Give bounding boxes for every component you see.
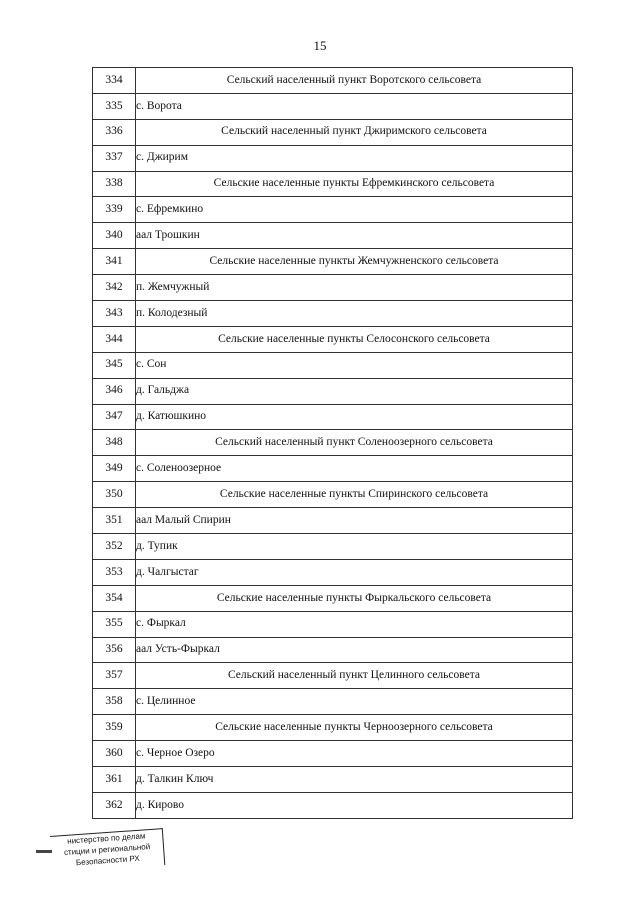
table-body: [93, 68, 573, 819]
sovet-heading: Сельские населенные пункты Фыркальского сельсовета: [136, 585, 573, 611]
sovet-heading: Сельский населенный пункт Воротского сельсовета: [136, 68, 573, 94]
table-header-row: [93, 663, 573, 689]
row-number: 346: [93, 378, 136, 404]
row-number: 336: [93, 119, 136, 145]
table-row: [93, 559, 573, 585]
table-row: [93, 637, 573, 663]
stamp-line: Безопасности РХ: [75, 853, 141, 868]
settlement-name: аал Усть-Фыркал: [136, 637, 573, 663]
table-row: [93, 456, 573, 482]
page-number: 15: [313, 38, 327, 53]
settlement-name: п. Колодезный: [136, 301, 573, 327]
row-number: 348: [93, 430, 136, 456]
sovet-heading: Сельский населенный пункт Соленоозерного сельсовета: [136, 430, 573, 456]
row-number: 340: [93, 223, 136, 249]
row-number: 342: [93, 275, 136, 301]
settlement-name: д. Гальджа: [136, 378, 573, 404]
sovet-heading: Сельские населенные пункты Жемчужненского сельсовета: [136, 249, 573, 275]
row-number: 341: [93, 249, 136, 275]
settlement-name: д. Чалгыстаг: [136, 559, 573, 585]
row-number: 343: [93, 301, 136, 327]
sovet-heading: Сельский населенный пункт Целинного сельсовета: [136, 663, 573, 689]
stamp-line: нистерство по делам: [66, 831, 146, 846]
row-number: 356: [93, 637, 136, 663]
settlement-name: аал Трошкин: [136, 223, 573, 249]
table-row: [93, 275, 573, 301]
table-row: [93, 767, 573, 793]
table-row: [93, 611, 573, 637]
table-row: [93, 741, 573, 767]
table-row: [93, 223, 573, 249]
settlement-name: д. Кирово: [136, 792, 573, 818]
settlement-name: с. Черное Озеро: [136, 741, 573, 767]
sovet-heading: Сельские населенные пункты Ефремкинского сельсовета: [136, 171, 573, 197]
table-row: [93, 197, 573, 223]
row-number: 344: [93, 326, 136, 352]
row-number: 338: [93, 171, 136, 197]
stamp-mark: [36, 850, 52, 853]
settlement-name: с. Ворота: [136, 93, 573, 119]
row-number: 355: [93, 611, 136, 637]
table-row: [93, 93, 573, 119]
table-row: [93, 404, 573, 430]
ministry-stamp: [50, 828, 165, 873]
row-number: 350: [93, 482, 136, 508]
sovet-heading: Сельские населенные пункты Спиринского сельсовета: [136, 482, 573, 508]
table-row: [93, 145, 573, 171]
row-number: 359: [93, 715, 136, 741]
row-number: 354: [93, 585, 136, 611]
settlement-name: п. Жемчужный: [136, 275, 573, 301]
settlement-name: с. Соленоозерное: [136, 456, 573, 482]
table-row: [93, 352, 573, 378]
settlement-name: д. Катюшкино: [136, 404, 573, 430]
row-number: 349: [93, 456, 136, 482]
row-number: 358: [93, 689, 136, 715]
settlement-name: с. Сон: [136, 352, 573, 378]
row-number: 339: [93, 197, 136, 223]
table-header-row: [93, 430, 573, 456]
row-number: 334: [93, 68, 136, 94]
table-header-row: [93, 119, 573, 145]
table-row: [93, 689, 573, 715]
table-header-row: [93, 715, 573, 741]
table-header-row: [93, 585, 573, 611]
settlement-name: с. Ефремкино: [136, 197, 573, 223]
row-number: 352: [93, 534, 136, 560]
table-header-row: [93, 68, 573, 94]
sovet-heading: Сельский населенный пункт Джиримского сельсовета: [136, 119, 573, 145]
table-row: [93, 792, 573, 818]
row-number: 345: [93, 352, 136, 378]
table-row: [93, 301, 573, 327]
stamp-line: стиции и региональной: [63, 842, 151, 858]
row-number: 335: [93, 93, 136, 119]
table-header-row: [93, 482, 573, 508]
settlement-name: с. Целинное: [136, 689, 573, 715]
settlement-name: с. Фыркал: [136, 611, 573, 637]
sovet-heading: Сельские населенные пункты Селосонского сельсовета: [136, 326, 573, 352]
row-number: 337: [93, 145, 136, 171]
row-number: 351: [93, 508, 136, 534]
settlements-table: [92, 67, 573, 819]
settlement-name: с. Джирим: [136, 145, 573, 171]
settlement-name: аал Малый Спирин: [136, 508, 573, 534]
row-number: 361: [93, 767, 136, 793]
settlement-name: д. Тупик: [136, 534, 573, 560]
table-header-row: [93, 171, 573, 197]
sovet-heading: Сельские населенные пункты Черноозерного сельсовета: [136, 715, 573, 741]
row-number: 347: [93, 404, 136, 430]
row-number: 353: [93, 559, 136, 585]
table-row: [93, 378, 573, 404]
table-header-row: [93, 326, 573, 352]
table-header-row: [93, 249, 573, 275]
table-row: [93, 534, 573, 560]
row-number: 362: [93, 792, 136, 818]
settlement-name: д. Талкин Ключ: [136, 767, 573, 793]
row-number: 360: [93, 741, 136, 767]
table-row: [93, 508, 573, 534]
row-number: 357: [93, 663, 136, 689]
